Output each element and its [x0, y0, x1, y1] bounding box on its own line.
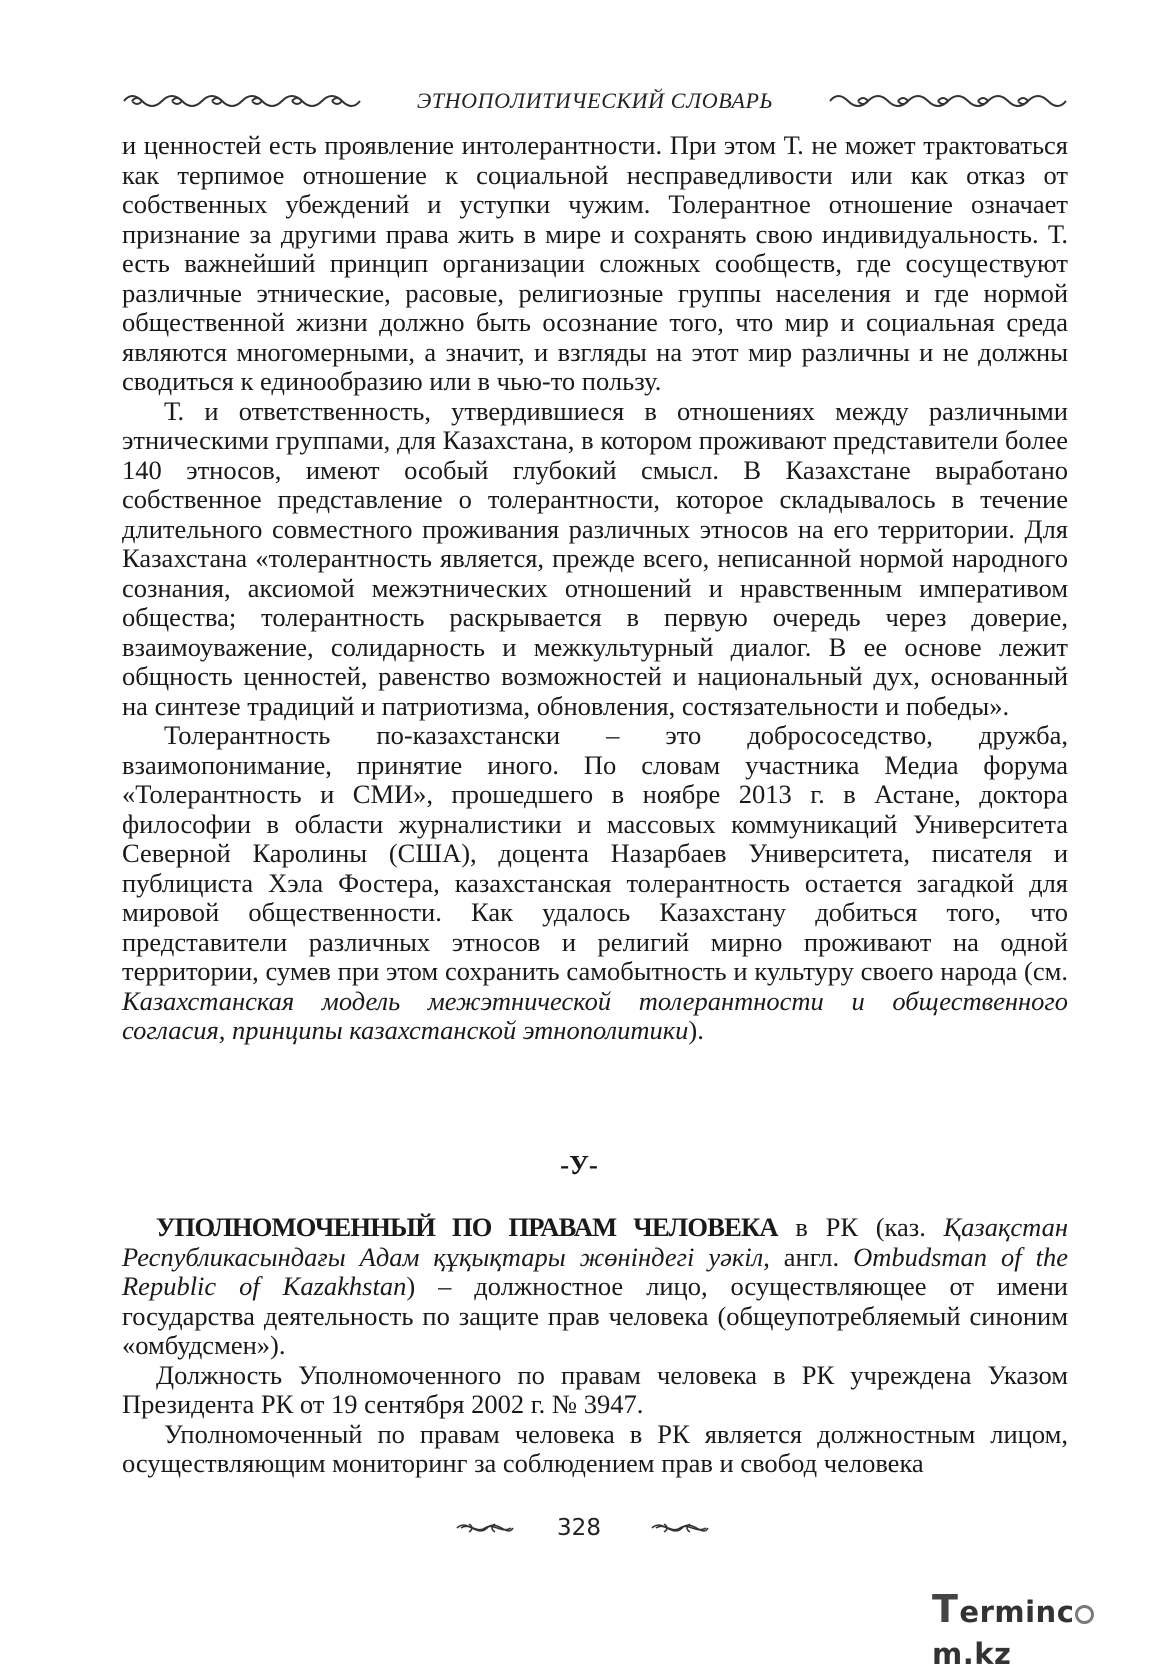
page-number: 328: [557, 1515, 601, 1541]
entry-text: ) – должностное лицо, осуществляющее от имени государства деятельность по защите прав человека (общеупотребляемый синоним «омбудсмен»).: [122, 1271, 1068, 1360]
decorative-swirl-right-icon: [650, 1519, 710, 1537]
watermark-text: c: [1056, 1595, 1075, 1629]
body-text: [122, 131, 1068, 1046]
cross-reference: Казахстанская модель межэтнической толерантности и общественного согласия, принципы казахстанской этнополитики: [122, 985, 1068, 1045]
watermark-circle-icon: [1075, 1605, 1094, 1624]
entry-text: , англ.: [763, 1241, 854, 1272]
english-term: Ombudsman of the Republic of Kazakhstan: [122, 1241, 1068, 1301]
paragraph-end: ).: [688, 1015, 704, 1045]
paragraph-text: Толерантность по-казахстански – это добрососедство, дружба, взаимопонимание, принятие иного. По словам участника Медиа форума «Толерантность и СМИ», прошедшего в ноябре 2013 г. в Астане, доктора философии в области журналистики и массовых коммуникаций Университета Северной Каролины (США), доцента Назарбаев Университета, писателя и публициста Хэла Фостера, казахстанская толерантность остается загадкой для мировой общественности. Как удалось Казахстану добиться того, что представители различных этносов и религий мирно проживают на одной территории, сумев при этом сохранить самобытность и культуру своего народа (см.: [122, 720, 1068, 986]
page-footer: [0, 1513, 1158, 1543]
running-header: [122, 88, 1068, 114]
termincom-watermark: [932, 1587, 1144, 1671]
watermark-text: m.kz: [932, 1637, 1012, 1671]
paragraph: Должность Уполномоченного по правам человека в РК учреждена Указом Президента РК от 19 сентября 2002 г. № 3947.: [122, 1359, 1068, 1419]
section-letter: -У-: [560, 1150, 598, 1180]
kazakh-ornament-left-icon: [122, 88, 362, 114]
paragraph: [122, 721, 1068, 1046]
header-title: ЭТНОПОЛИТИЧЕСКИЙ СЛОВАРЬ: [416, 88, 774, 113]
paragraph: Уполномоченный по правам человека в РК является должностным лицом, осуществляющим мониторинг за соблюдением прав и свобод человека: [122, 1418, 1068, 1478]
decorative-swirl-left-icon: [455, 1519, 515, 1537]
kazakh-ornament-right-icon: [828, 88, 1068, 114]
entry-definition: [122, 1213, 1068, 1361]
paragraph: Т. и ответственность, утвердившиеся в отношениях между различными этническими группами, для Казахстана, в котором проживают представители более 140 этносов, имеют особый глубокий смысл. В Казахстане выработано собственное представление о толерантности, которое складывалось в течение длительного совместного проживания различных этносов на его территории. Для Казахстана «толерантность является, прежде всего, неписанной нормой народного сознания, аксиомой межэтнических отношений и нравственным императивом общества; толерантность раскрывается в первую очередь через доверие, взаимоуважение, солидарность и межкультурный диалог. В ее основе лежит общность ценностей, равенство возможностей и национальный дух, основанный на синтезе традиций и патриотизма, обновления, состязательности и победы».: [122, 395, 1068, 721]
entry-headword: УПОЛНОМОЧЕННЫЙ ПО ПРАВАМ ЧЕЛОВЕКА: [156, 1212, 778, 1242]
kazakh-term: Қазақстан Республикасындағы Адам құқықтары жөніндегі уәкіл: [122, 1212, 1068, 1272]
dictionary-entry: [122, 1213, 1068, 1479]
watermark-text: ermin: [959, 1595, 1057, 1629]
paragraph: и ценностей есть проявление интолерантности. При этом Т. не может трактоваться как терпимое отношение к социальной несправедливости или как отказ от собственных убеждений и уступки чужим. Толерантное отношение означает признание за другими права жить в мире и сохранять свою индивидуальность. Т. есть важнейший принцип организации сложных сообществ, где сосуществуют различные этнические, расовые, религиозные группы населения и где нормой общественной жизни должно быть осознание того, что мир и социальная среда являются многомерными, а значит, и взгляды на этот мир различны и не должны сводиться к единообразию или в чью-то пользу.: [122, 130, 1068, 396]
entry-text: в РК (каз.: [777, 1212, 944, 1242]
watermark-initial: T: [932, 1587, 959, 1631]
